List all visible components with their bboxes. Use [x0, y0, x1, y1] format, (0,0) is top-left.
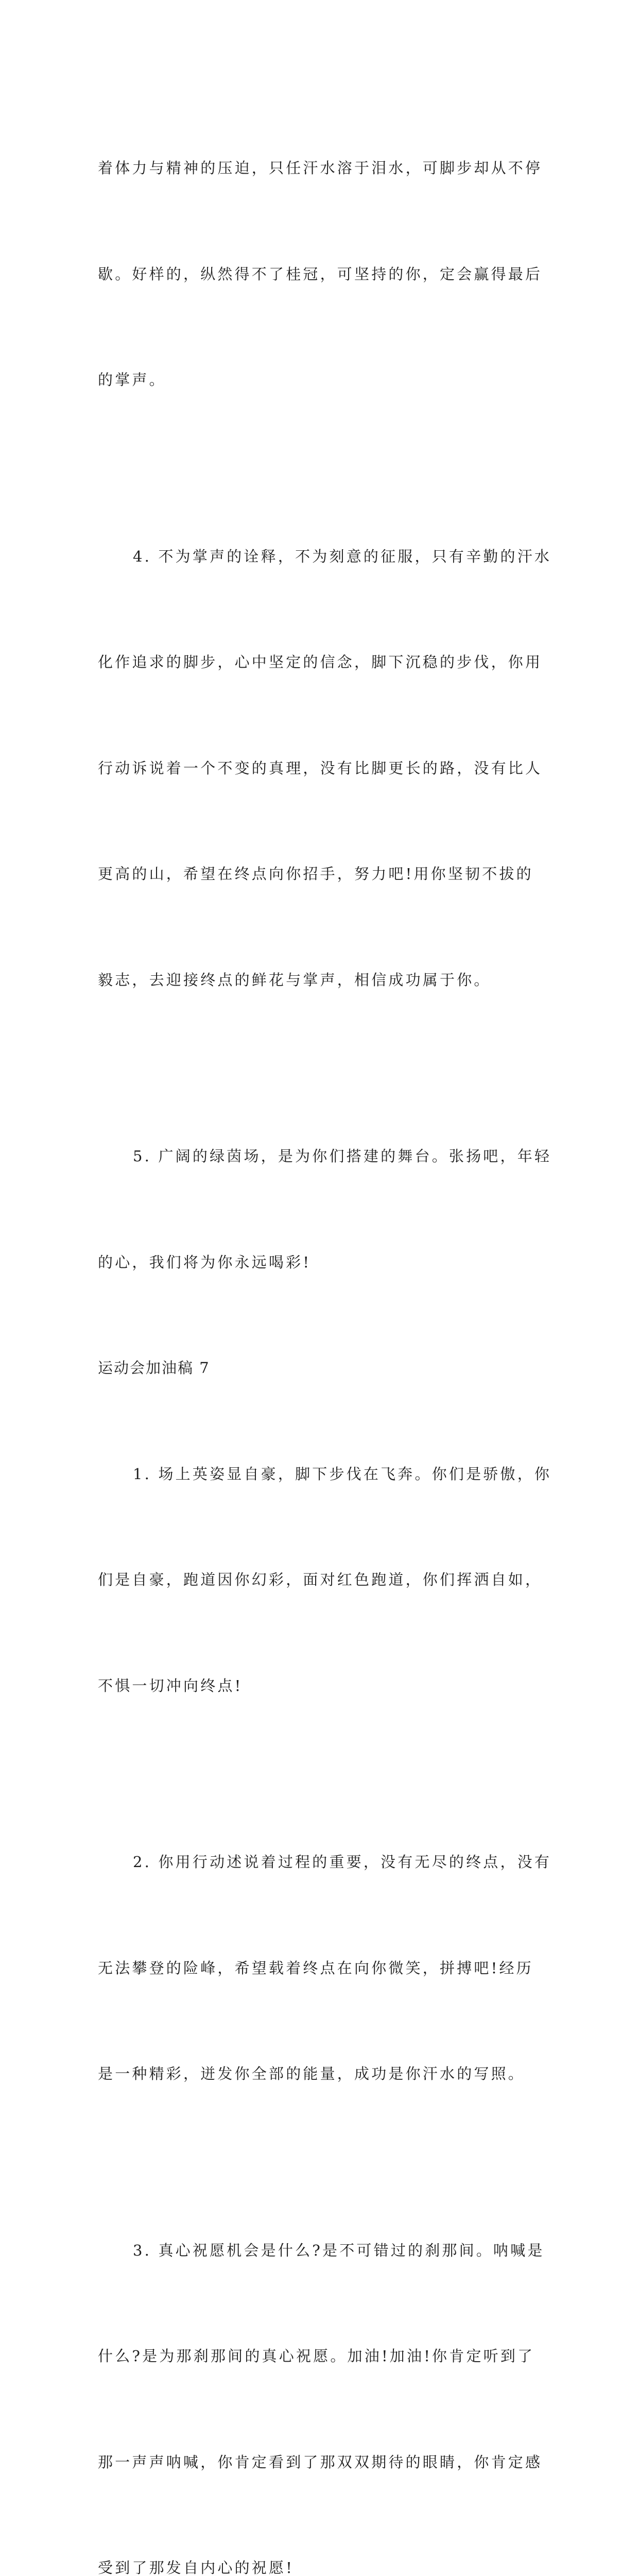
text-line: 受到了那发自内心的祝愿! [98, 2550, 551, 2576]
text-line: 歇。好样的，纵然得不了桂冠，可坚持的你，定会赢得最后 [98, 257, 551, 292]
text-line: 不惧一切冲向终点! [98, 1668, 551, 1704]
text-line: 毅志，去迎接终点的鲜花与掌声，相信成功属于你。 [98, 962, 551, 998]
paragraph-item-3 [98, 2162, 551, 2576]
text-line: 那一声声呐喊，你肯定看到了那双双期待的眼睛，你肯定感 [98, 2445, 551, 2480]
text-line: 的掌声。 [98, 362, 551, 398]
text-line: 1. 场上英姿显自豪，脚下步伐在飞奔。你们是骄傲，你 [98, 1456, 551, 1492]
section-heading: 运动会加油稿 7 [98, 1350, 551, 1386]
text-line: 3. 真心祝愿机会是什么?是不可错过的刹那间。呐喊是 [98, 2233, 551, 2268]
text-line: 着体力与精神的压迫，只任汗水溶于泪水，可脚步却从不停 [98, 150, 551, 186]
text-line: 化作追求的脚步，心中坚定的信念，脚下沉稳的步伐，你用 [98, 645, 551, 680]
paragraph-item-1 [98, 1386, 551, 1774]
text-line: 2. 你用行动述说着过程的重要，没有无尽的终点，没有 [98, 1844, 551, 1880]
text-line: 更高的山，希望在终点向你招手，努力吧!用你坚韧不拔的 [98, 856, 551, 892]
text-line: 什么?是为那刹那间的真心祝愿。加油!加油!你肯定听到了 [98, 2338, 551, 2374]
text-line: 5. 广阔的绿茵场，是为你们搭建的舞台。张扬吧，年轻 [98, 1139, 551, 1174]
text-line: 们是自豪，跑道因你幻彩，面对红色跑道，你们挥洒自如， [98, 1562, 551, 1598]
paragraph-item-5 [98, 1068, 551, 1350]
paragraph-item-4 [98, 468, 551, 1069]
text-line: 行动诉说着一个不变的真理，没有比脚更长的路，没有比人 [98, 751, 551, 786]
text-line: 4. 不为掌声的诠释，不为刻意的征服，只有辛勤的汗水 [98, 539, 551, 574]
paragraph-continuation [98, 80, 551, 468]
document-page [0, 0, 639, 904]
text-line: 的心，我们将为你永远喝彩! [98, 1245, 551, 1280]
text-line: 是一种精彩，迸发你全部的能量，成功是你汗水的写照。 [98, 2056, 551, 2092]
document-body [98, 80, 551, 2576]
text-line: 无法攀登的险峰，希望载着终点在向你微笑，拼搏吧!经历 [98, 1951, 551, 1986]
paragraph-item-2 [98, 1774, 551, 2162]
